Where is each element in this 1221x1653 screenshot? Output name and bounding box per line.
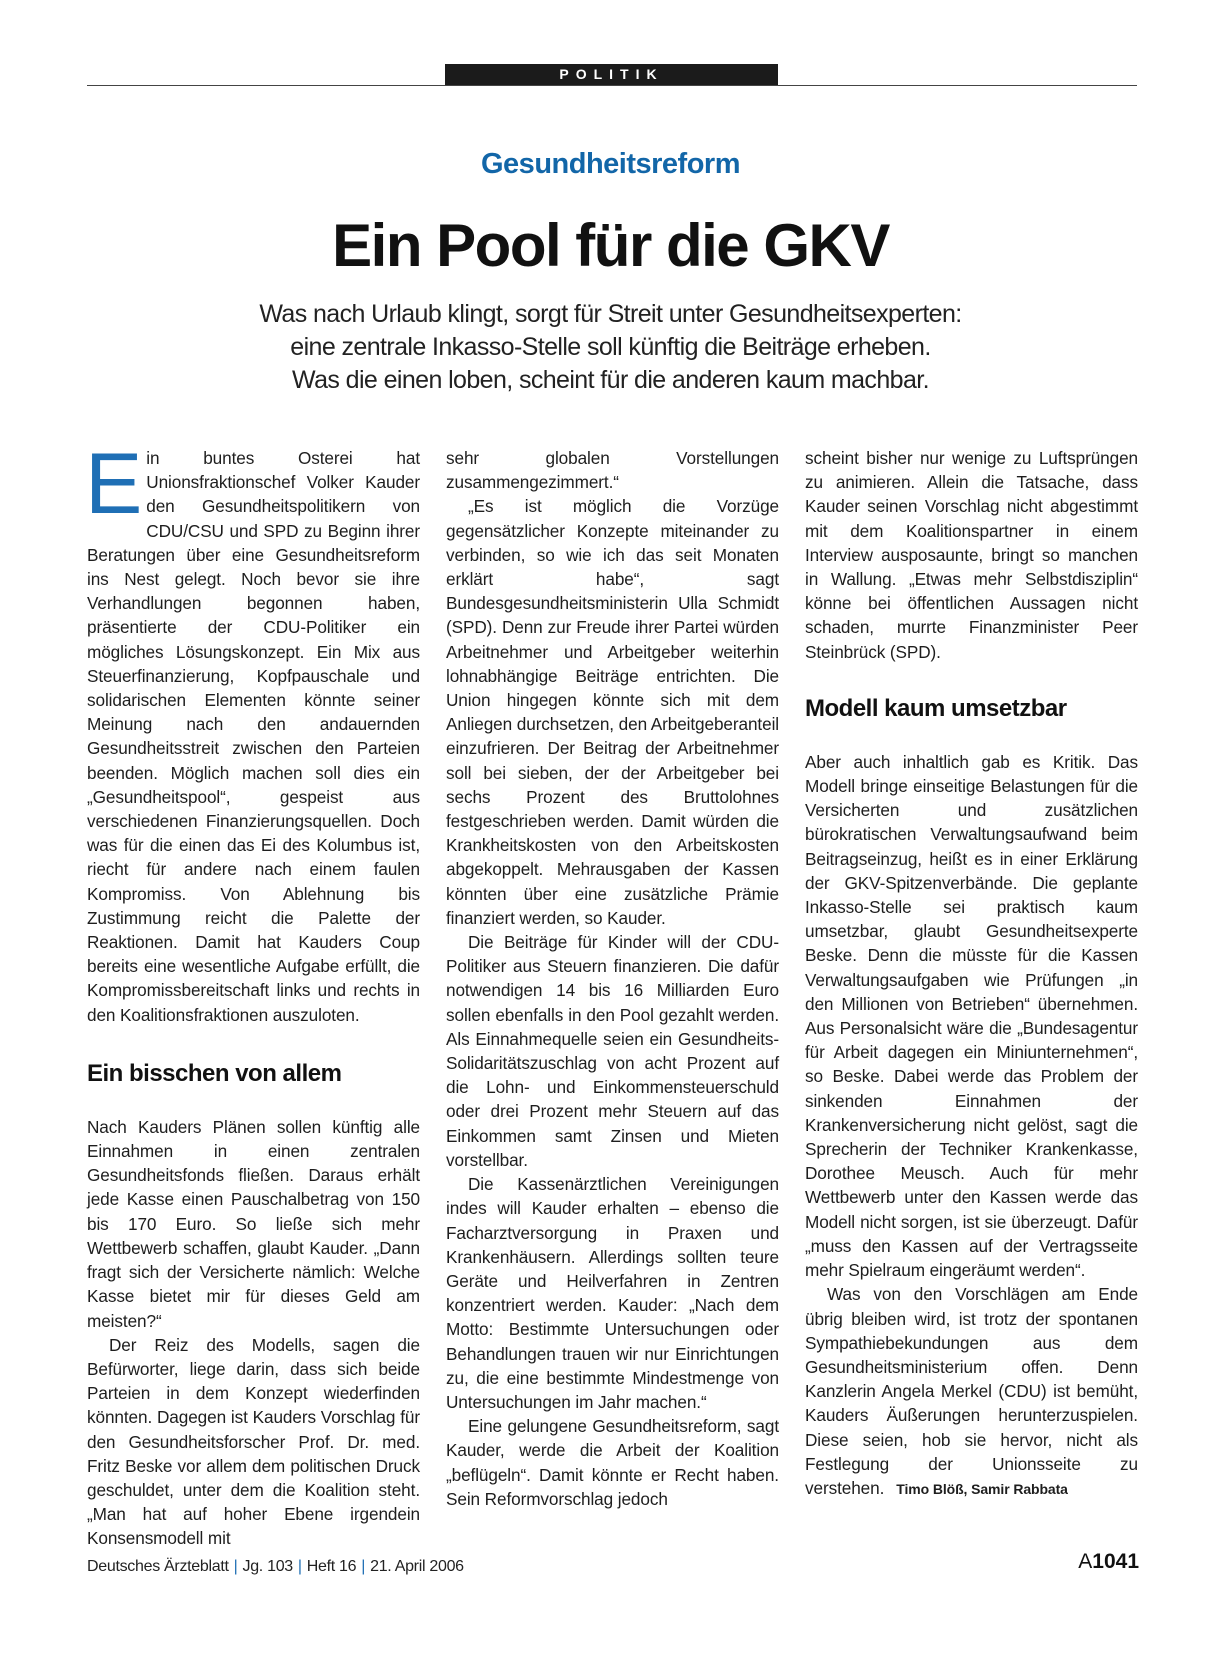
- journal-date: 21. April 2006: [370, 1558, 464, 1575]
- body-paragraph: Die Kassenärztlichen Vereinigungen indes will Kauder erhalten – ebenso die Facharztversorgung in Praxen und Krankenhäusern. Allerdings sollten teure Geräte und Heilverfahren in Zentren konzentriert werden. Kauder: „Nach dem Motto: Bestimmte Untersuchungen oder Behandlungen trauen wir nur Einrichtungen zu, die eine bestimmte Mindestmenge von Untersuchungen im Jahr machen.“: [446, 1174, 779, 1412]
- body-paragraph: sehr globalen Vorstellungen zusammengezimmert.“: [446, 448, 779, 493]
- header-rule: [87, 85, 1137, 86]
- article-column-3: [805, 446, 1138, 1501]
- article-column-1: [85, 436, 420, 1551]
- section-label: POLITIK: [445, 64, 778, 85]
- body-paragraph: scheint bisher nur wenige zu Luftsprüngen zu animieren. Allein die Tatsache, dass Kauder seinen Vorschlag nicht abgestimmt mit dem Koalitionspartner in einem Interview ausposaunte, bringt so manchen in Wallung. „Etwas mehr Selbstdisziplin“ könne bei öffentlichen Aussagen nicht schaden, murrte Finanzminister Peer Steinbrück (SPD).: [805, 448, 1138, 662]
- journal-issue: Heft 16: [306, 1558, 357, 1575]
- drop-cap: E: [85, 436, 143, 532]
- footer-separator: |: [233, 1558, 238, 1575]
- page-prefix: A: [1078, 1550, 1093, 1573]
- footer-separator: |: [361, 1558, 366, 1575]
- body-paragraph: Eine gelungene Gesundheitsreform, sagt Kauder, werde die Arbeit der Koalition „beflügeln“. Damit könnte er Recht haben. Sein Reformvorschlag jedoch: [446, 1416, 779, 1509]
- article-title: Ein Pool für die GKV: [332, 212, 889, 279]
- subheading: Modell kaum umsetzbar: [805, 694, 1067, 722]
- deck-line: Was die einen loben, scheint für die anderen kaum machbar.: [292, 366, 929, 394]
- body-paragraph: „Es ist möglich die Vorzüge gegensätzlicher Konzepte miteinander zu verbinden, so wie ich das seit Monaten erklärt habe“, sagt Bundesgesundheitsministerin Ulla Schmidt (SPD). Denn zur Freude ihrer Partei würden Arbeitnehmer und Arbeitgeber weiterhin lohnabhängige Beiträge entrichten. Die Union hingegen könnte sich mit dem Anliegen durchsetzen, den Arbeitgeberanteil einzufrieren. Der Beitrag der Arbeitnehmer soll bei sieben, der der Arbeitgeber bei sechs Prozent des Bruttolohnes festgeschrieben werden. Damit würden die Krankheitskosten von den Arbeitskosten abgekoppelt. Mehrausgaben der Kassen könnten über eine zusätzliche Prämie finanziert werden, so Kauder.: [446, 496, 780, 928]
- deck-line: eine zentrale Inkasso-Stelle soll künftig die Beiträge erheben.: [290, 333, 931, 361]
- body-paragraph: Nach Kauders Plänen sollen künftig alle Einnahmen in einen zentralen Gesundheitsfonds fließen. Daraus erhält jede Kasse einen Pauschalbetrag von 150 bis 170 Euro. So ließe sich mehr Wettbewerb schaffen, glaubt Kauder. „Dann fragt sich der Versicherte nämlich: Welche Kasse bietet mir für dieses Geld am meisten?“: [87, 1116, 420, 1331]
- body-paragraph: Die Beiträge für Kinder will der CDU-Politiker aus Steuern finanzieren. Die dafür notwendigen 14 bis 16 Milliarden Euro sollen ebenfalls in den Pool gezahlt werden. Als Einnahmequelle seien ein Gesundheits-Solidaritätszuschlag von acht Prozent auf die Lohn- und Einkommensteuerschuld oder drei Prozent mehr Steuern auf das Einkommen samt Zinsen und Mieten vorstellbar.: [446, 932, 779, 1170]
- page-number-value: 1041: [1092, 1550, 1139, 1573]
- article-deck: [0, 298, 1221, 397]
- body-paragraph: [85, 436, 420, 1027]
- page-footer: [87, 1558, 464, 1576]
- subheading: Ein bisschen von allem: [87, 1059, 342, 1087]
- article-kicker: Gesundheitsreform: [481, 148, 740, 180]
- footer-separator: |: [297, 1558, 302, 1575]
- page-number: [1078, 1550, 1139, 1574]
- journal-volume: Jg. 103: [242, 1558, 293, 1575]
- body-paragraph: [805, 1282, 1138, 1501]
- body-paragraph: Der Reiz des Modells, sagen die Befürworter, liege darin, dass sich beide Parteien in dem Konzept wiederfinden könnten. Dagegen ist Kauders Vorschlag für den Gesundheitsforscher Prof. Dr. med. Fritz Beske vor allem dem politischen Druck geschuldet, unter dem die Koalition steht. „Man hat auf hoher Ebene irgendein Konsensmodell mit: [87, 1334, 420, 1549]
- author-byline: Timo Blöß, Samir Rabbata: [896, 1480, 1068, 1497]
- paragraph-text: in buntes Osterei hat Unionsfraktionschef Volker Kauder den Gesundheitspolitikern von CDU/CSU und SPD zu Beginn ihrer Beratungen über eine Gesundheitsreform ins Nest gelegt. Noch bevor sie ihre Verhandlungen begonnen haben, präsentierte der CDU-Politiker ein mögliches Lösungskonzept. Ein Mix aus Steuerfinanzierung, Kopfpauschale und solidarischen Elementen könnte seiner Meinung nach den andauernden Gesundheitsstreit zwischen den Parteien beenden. Möglich machen soll dies ein „Gesundheitspool“, gespeist aus verschiedenen Finanzierungsquellen. Doch was für die einen das Ei des Kolumbus ist, riecht für andere nach einem faulen Kompromiss. Von Ablehnung bis Zustimmung reicht die Palette der Reaktionen. Damit hat Kauders Coup bereits eine wesentliche Aufgabe erfüllt, die Kompromissbereitschaft links und rechts in den Koalitionsfraktionen auszuloten.: [87, 448, 420, 1025]
- journal-name: Deutsches Ärzteblatt: [87, 1558, 229, 1575]
- deck-line: Was nach Urlaub klingt, sorgt für Streit unter Gesundheitsexperten:: [259, 300, 962, 328]
- paragraph-text: Was von den Vorschlägen am Ende übrig bleiben wird, ist trotz der spontanen Sympathiebekundungen aus dem Gesundheitsministerium offen. Denn Kanzlerin Angela Merkel (CDU) ist bemüht, Kauders Äußerungen herunterzuspielen. Diese seien, hob sie hervor, nicht als Festlegung der Unionsseite zu verstehen.: [805, 1284, 1138, 1498]
- article-column-2: [446, 446, 779, 1511]
- body-paragraph: Aber auch inhaltlich gab es Kritik. Das Modell bringe einseitige Belastungen für die Versicherten und zusätzlichen bürokratischen Verwaltungsaufwand beim Beitragseinzug, heißt es in einer Erklärung der GKV-Spitzenverbände. Die geplante Inkasso-Stelle sei praktisch kaum umsetzbar, glaubt Gesundheitsexperte Beske. Denn die müsste für die Kassen Verwaltungsaufgaben wie Prüfungen „in den Millionen von Betrieben“ übernehmen. Aus Personalsicht wäre die „Bundesagentur für Arbeit dagegen ein Miniunternehmen“, so Beske. Dabei werde das Problem der sinkenden Einnahmen der Krankenversicherung nicht gelöst, sagt die Sprecherin der Techniker Krankenkasse, Dorothee Meusch. Auch für mehr Wettbewerb unter den Kassen werde das Modell nicht sorgen, ist sie überzeugt. Dafür „muss den Kassen auf der Vertragsseite mehr Spielraum eingeräumt werden“.: [805, 751, 1138, 1281]
